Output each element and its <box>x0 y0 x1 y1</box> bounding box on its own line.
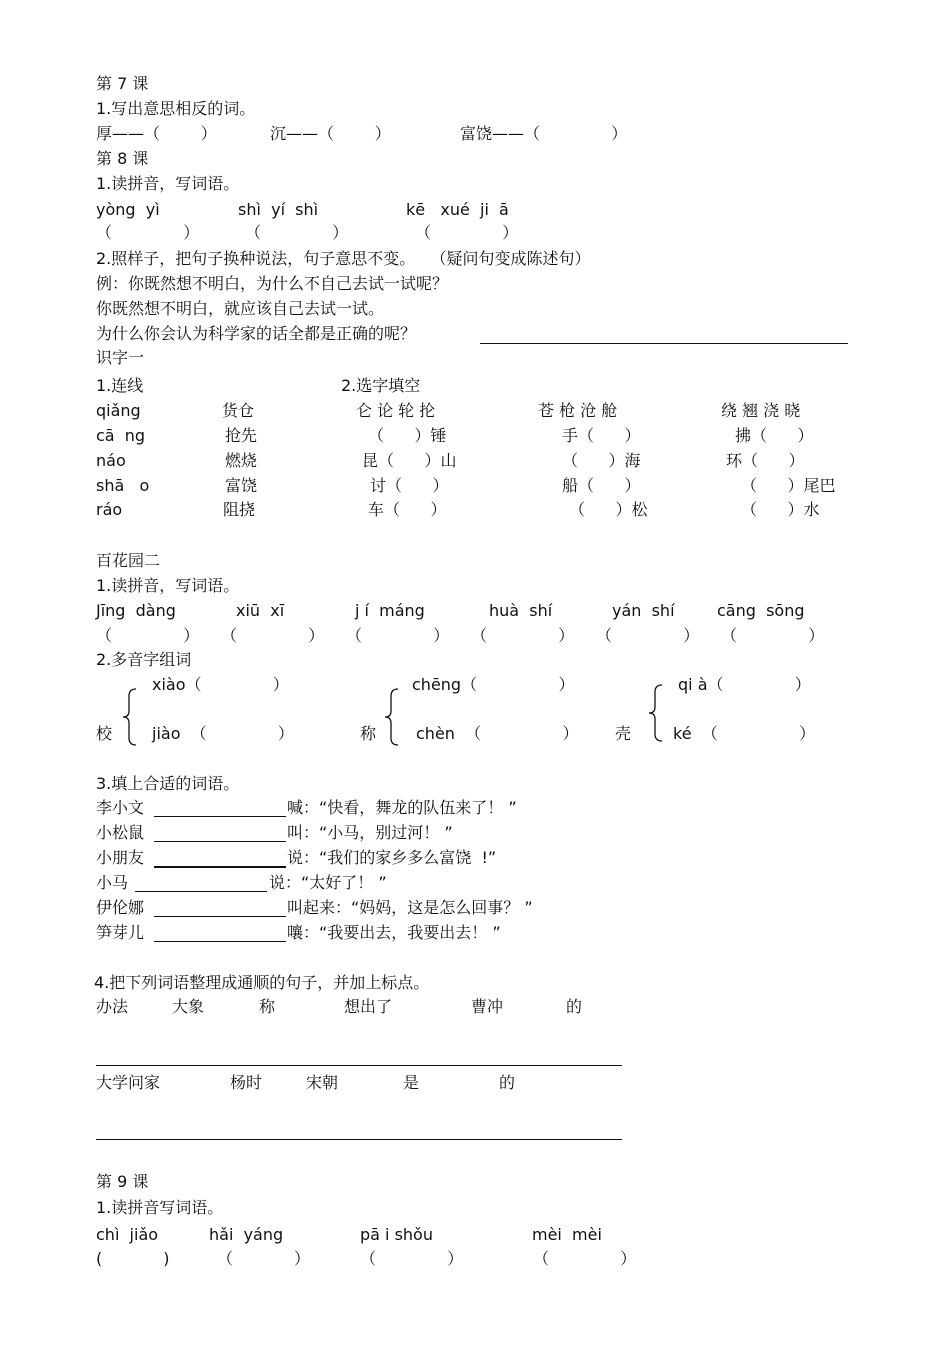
match-word: 抢先 <box>225 426 258 445</box>
pinyin-item: yán shí <box>612 601 675 620</box>
pinyin-item: pā i shǒu <box>360 1225 433 1244</box>
scramble-word: 曹冲 <box>471 997 504 1016</box>
match-pinyin: ráo <box>96 500 123 519</box>
example-answer: 你既然想不明白，就应该自己去试一试。 <box>96 299 385 318</box>
scramble-word: 想出了 <box>344 997 393 1016</box>
fill-quote: 说：“我们的家乡多么富饶 !” <box>287 848 497 867</box>
scramble-word: 是 <box>403 1073 420 1092</box>
char-group: 绕 翘 浇 晓 <box>721 401 801 420</box>
scramble-word: 的 <box>566 997 583 1016</box>
match-pinyin: cā ng <box>96 426 146 445</box>
baihuayuan2-q2: 2.多音字组词 <box>96 650 192 669</box>
answer-blank: （ ） <box>533 1249 637 1268</box>
fill-subject: 伊伦娜 <box>96 898 145 917</box>
fill-item: （ ）锤 <box>368 426 447 445</box>
polyphone-reading: chēng（ ） <box>412 675 575 694</box>
fill-subject: 笋芽儿 <box>96 923 145 942</box>
baihuayuan2-q4: 4.把下列词语整理成通顺的句子，并加上标点。 <box>94 973 430 992</box>
match-pinyin: náo <box>96 451 126 470</box>
shizi1-q2: 2.选字填空 <box>341 376 421 395</box>
polyphone-reading: chèn （ ） <box>416 724 579 743</box>
scramble-word: 杨时 <box>230 1073 263 1092</box>
fill-item: （ ）水 <box>741 500 820 519</box>
fill-subject: 李小文 <box>96 798 145 817</box>
pinyin-item: shì yí shì <box>238 200 319 219</box>
antonym-item: 厚——（ ） <box>96 124 217 143</box>
fill-item: （ ）海 <box>562 451 641 470</box>
lesson7-title: 第 7 课 <box>96 74 149 93</box>
polyphone-reading: jiào （ ） <box>152 724 294 743</box>
lesson8-q2: 2.照样子，把句子换种说法，句子意思不变。 （疑问句变成陈述句） <box>96 249 591 268</box>
answer-line <box>96 1139 622 1140</box>
pinyin-item: cāng sōng <box>717 601 805 620</box>
fill-item: 讨（ ） <box>370 476 449 495</box>
fill-line <box>154 841 286 842</box>
answer-blank: （ ） <box>245 223 349 242</box>
fill-item: 船（ ） <box>562 476 641 495</box>
baihuayuan2-title: 百花园二 <box>96 551 161 570</box>
answer-blank: （ ） <box>96 626 200 645</box>
scramble-word: 宋朝 <box>306 1073 339 1092</box>
lesson8-title: 第 8 课 <box>96 149 149 168</box>
lesson7-q1: 1.写出意思相反的词。 <box>96 99 256 118</box>
answer-blank: （ ） <box>96 223 200 242</box>
pinyin-item: hǎi yáng <box>209 1225 284 1244</box>
pinyin-item: kē xué ji ā <box>406 200 509 219</box>
fill-item: 手（ ） <box>562 426 641 445</box>
match-word: 富饶 <box>225 476 258 495</box>
match-word: 阻挠 <box>223 500 256 519</box>
polyphone-reading: xiào（ ） <box>152 675 289 694</box>
pinyin-item: Jīng dàng <box>96 601 176 620</box>
fill-subject: 小马 <box>96 873 129 892</box>
fill-quote: 叫起来：“妈妈，这是怎么回事？ ” <box>287 898 533 917</box>
fill-line <box>154 916 286 917</box>
polyphone-char: 校 <box>96 724 113 743</box>
answer-blank: （ ） <box>360 1249 464 1268</box>
pinyin-item: yòng yì <box>96 200 160 219</box>
scramble-word: 办法 <box>96 997 129 1016</box>
fill-item: （ ）尾巴 <box>741 476 836 495</box>
fill-quote: 嚷：“我要出去，我要出去！ ” <box>287 923 501 942</box>
pinyin-item: huà shí <box>489 601 553 620</box>
polyphone-reading: qi à（ ） <box>678 675 811 694</box>
antonym-item: 富饶——（ ） <box>460 124 628 143</box>
fill-line <box>154 941 286 942</box>
char-group: 苍 枪 沧 舱 <box>538 401 618 420</box>
answer-blank: （ ） <box>346 626 450 645</box>
fill-subject: 小朋友 <box>96 848 145 867</box>
antonym-item: 沉——（ ） <box>270 124 391 143</box>
match-pinyin: qiǎng <box>96 401 141 420</box>
fill-item: 环（ ） <box>726 451 805 470</box>
scramble-word: 大象 <box>172 997 205 1016</box>
fill-quote: 说：“太好了！ ” <box>269 873 387 892</box>
char-group: 仑 论 轮 抡 <box>356 401 436 420</box>
answer-blank: （ ） <box>596 626 700 645</box>
polyphone-char: 称 <box>360 724 377 743</box>
fill-item: 拂（ ） <box>735 426 814 445</box>
polyphone-char: 壳 <box>615 724 632 743</box>
scramble-word: 称 <box>259 997 276 1016</box>
pinyin-item: mèi mèi <box>532 1225 602 1244</box>
lesson9-title: 第 9 课 <box>96 1172 149 1191</box>
fill-item: （ ）松 <box>569 500 648 519</box>
left-brace <box>648 684 664 742</box>
match-pinyin: shā o <box>96 476 150 495</box>
left-brace <box>122 688 138 746</box>
answer-blank: ( ) <box>96 1249 170 1268</box>
baihuayuan2-q3: 3.填上合适的词语。 <box>96 774 240 793</box>
lesson9-q1: 1.读拼音写词语。 <box>96 1198 224 1217</box>
scramble-word: 大学问家 <box>96 1073 161 1092</box>
match-word: 货仓 <box>222 401 255 420</box>
shizi1-title: 识字一 <box>96 348 145 367</box>
lesson8-q1: 1.读拼音，写词语。 <box>96 174 240 193</box>
answer-blank: （ ） <box>471 626 575 645</box>
fill-subject: 小松鼠 <box>96 823 145 842</box>
shizi1-q1: 1.连线 <box>96 376 144 395</box>
pinyin-item: j í máng <box>355 601 425 620</box>
answer-blank: （ ） <box>721 626 825 645</box>
fill-line <box>154 816 286 817</box>
rewrite-question: 为什么你会认为科学家的话全都是正确的呢？ <box>96 324 417 343</box>
pinyin-item: xiū xī <box>236 601 285 620</box>
left-brace <box>384 688 400 746</box>
answer-blank: （ ） <box>415 223 519 242</box>
example-sentence: 例：你既然想不明白，为什么不自己去试一试呢？ <box>96 274 449 293</box>
baihuayuan2-q1: 1.读拼音，写词语。 <box>96 576 240 595</box>
fill-item: 昆（ ）山 <box>362 451 457 470</box>
pinyin-item: chì jiǎo <box>96 1225 159 1244</box>
scramble-word: 的 <box>499 1073 516 1092</box>
fill-item: 车（ ） <box>368 500 447 519</box>
fill-line <box>135 891 267 892</box>
answer-line <box>480 343 848 344</box>
answer-line <box>96 1065 622 1066</box>
polyphone-reading: ké （ ） <box>673 724 816 743</box>
fill-line <box>154 866 286 868</box>
fill-quote: 喊：“快看，舞龙的队伍来了！ ” <box>287 798 517 817</box>
answer-blank: （ ） <box>221 626 325 645</box>
answer-blank: （ ） <box>217 1249 311 1268</box>
fill-quote: 叫：“小马，别过河！ ” <box>287 823 453 842</box>
match-word: 燃烧 <box>225 451 258 470</box>
